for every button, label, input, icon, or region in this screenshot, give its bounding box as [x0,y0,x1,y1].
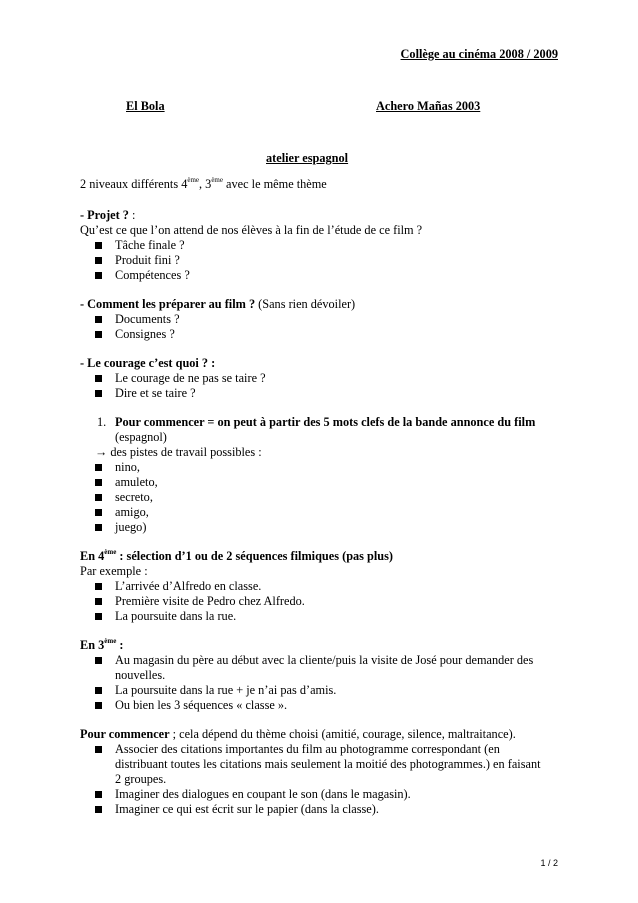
list-item: Documents ? [115,312,180,326]
list-item: La poursuite dans la rue + je n’ai pas d’amis. [115,683,337,697]
commencer-title: Pour commencer = on peut à partir des 5 mots clefs de la bande annonce du film [115,415,536,429]
bullet-icon [95,464,102,471]
troisieme-heading: En 3ème : [80,636,124,652]
list-item: Première visite de Pedro chez Alfredo. [115,594,305,608]
list-item: Compétences ? [115,268,190,282]
list-item: Produit fini ? [115,253,180,267]
bullet-icon [95,702,102,709]
bullet-icon [95,316,102,323]
bullet-icon [95,331,102,338]
list-item: Associer des citations importantes du film au photogramme correspondant (en [115,742,500,756]
bullet-icon [95,657,102,664]
list-item: Tâche finale ? [115,238,185,252]
bullet-icon [95,375,102,382]
list-item: nino, [115,460,140,474]
example-label: Par exemple : [80,564,148,578]
bullet-icon [95,509,102,516]
bullet-icon [95,746,102,753]
bullet-icon [95,806,102,813]
list-item: Imaginer ce qui est écrit sur le papier (dans la classe). [115,802,379,816]
bullet-icon [95,687,102,694]
list-item: Imaginer des dialogues en coupant le son (dans le magasin). [115,787,411,801]
projet-heading: - Projet ? : [80,208,136,222]
bullet-icon [95,598,102,605]
bullet-icon [95,390,102,397]
projet-question: Qu’est ce que l’on attend de nos élèves à la fin de l’étude de ce film ? [80,223,423,237]
bullet-icon [95,524,102,531]
list-item: amigo, [115,505,149,519]
list-item: amuleto, [115,475,158,489]
list-item: La poursuite dans la rue. [115,609,237,623]
list-item-cont: 2 groupes. [115,772,167,786]
director-year: Achero Mañas 2003 [376,99,481,113]
courage-heading: - Le courage c’est quoi ? : [80,356,216,370]
commencer-title-cont: (espagnol) [115,430,167,444]
list-item: secreto, [115,490,153,504]
intro-line: 2 niveaux différents 4ème, 3ème avec le même thème [80,175,327,191]
list-item: juego) [115,520,147,534]
list-item-cont: nouvelles. [115,668,166,682]
quatrieme-heading: En 4ème : sélection d’1 ou de 2 séquences filmiques (pas plus) [80,547,394,563]
bullet-icon [95,613,102,620]
film-title: El Bola [126,99,165,113]
bullet-icon [95,791,102,798]
bullet-icon [95,583,102,590]
list-item: Consignes ? [115,327,175,341]
pour-commencer-line: Pour commencer ; cela dépend du thème choisi (amitié, courage, silence, maltraitance). [80,727,516,741]
pistes-line: → des pistes de travail possibles : [95,445,262,459]
list-item: L’arrivée d’Alfredo en classe. [115,579,262,593]
list-item: Dire et se taire ? [115,386,196,400]
bullet-icon [95,494,102,501]
college-heading: Collège au cinéma 2008 / 2009 [400,47,558,61]
atelier-title: atelier espagnol [266,151,349,165]
list-item-cont: distribuant toutes les citations mais seulement la moitié des photogrammes.) en faisant [115,757,541,771]
bullet-icon [95,479,102,486]
list-number: 1. [97,415,107,429]
page-number: 1 / 2 [540,858,558,868]
bullet-icon [95,242,102,249]
list-item: Le courage de ne pas se taire ? [115,371,266,385]
bullet-icon [95,257,102,264]
list-item: Au magasin du père au début avec la cliente/puis la visite de José pour demander des [115,653,534,667]
list-item: Ou bien les 3 séquences « classe ». [115,698,288,712]
bullet-icon [95,272,102,279]
preparer-heading: - Comment les préparer au film ? (Sans rien dévoiler) [80,297,356,311]
